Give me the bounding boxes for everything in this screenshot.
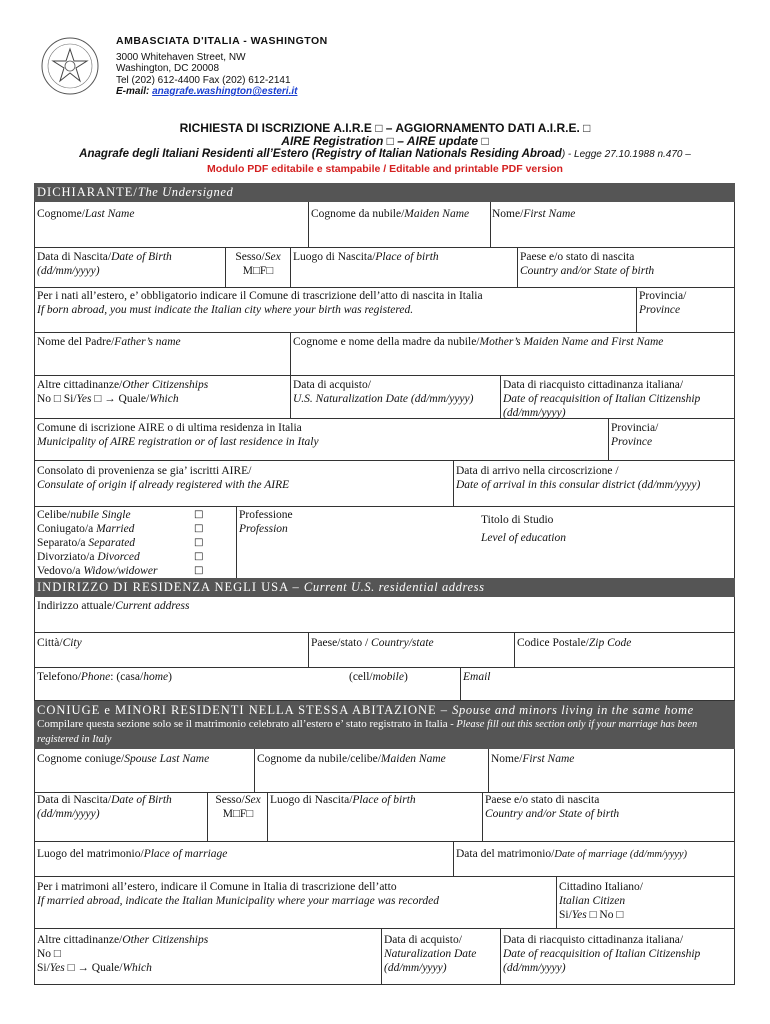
field-birth-registration-city[interactable]: Per i nati all’estero, e’ obbligatorio indicare il Comune di trascrizione dell’atto di nascita in Italia If born abroad, you must indicate the Italian city where your birth was registered.	[37, 290, 483, 316]
form-title-en: AIRE Registration □ – AIRE update □	[281, 134, 489, 148]
field-spouse-country-of-birth[interactable]: Paese e/o stato di nascita Country and/or State of birth	[485, 794, 620, 820]
email-line	[116, 86, 328, 98]
spouse-section-note: Compilare questa sezione solo se il matrimonio celebrato all’estero e’ stato registrato in Italia - Please fill out this section only if your marriage has been registered in Italy	[34, 717, 735, 749]
phone-fax: Tel (202) 612-4400 Fax (202) 612-2141	[116, 74, 291, 86]
option-married[interactable]: Coniugato/a Married	[37, 523, 135, 535]
field-education[interactable]: Titolo di Studio Level of education	[481, 514, 566, 544]
option-divorced[interactable]: Divorziato/a Divorced	[37, 551, 140, 563]
field-spouse-reacquisition-date[interactable]: Data di riacquisto cittadinanza italiana/ Date of reacquisition of Italian Citizenship (dd/mm/yyyy)	[503, 934, 701, 974]
field-date-of-marriage[interactable]: Data del matrimonio/Date of marriage (dd/mm/yyyy)	[456, 848, 688, 860]
registry-name: Anagrafe degli Italiani Residenti all’Estero (Registry of Italian Nationals Residing Abroad	[79, 148, 562, 160]
field-place-of-birth[interactable]: Luogo di Nascita/Place of birth	[293, 251, 439, 263]
field-mother-name[interactable]: Cognome e nome della madre da nubile/Mother’s Maiden Name and First Name	[293, 336, 664, 348]
field-spouse-first-name[interactable]: Nome/First Name	[491, 753, 575, 765]
emblem-seal	[40, 36, 100, 96]
section-header-residential-address: INDIRIZZO DI RESIDENZA NEGLI USA – Current U.S. residential address	[34, 578, 735, 597]
embassy-name: AMBASCIATA D'ITALIA - WASHINGTON	[116, 35, 328, 47]
field-last-name[interactable]: Cognome/Last Name	[37, 208, 135, 220]
field-province-2[interactable]: Provincia/ Province	[611, 422, 659, 448]
field-spouse-last-name[interactable]: Cognome coniuge/Spouse Last Name	[37, 753, 210, 765]
field-city[interactable]: Città/City	[37, 637, 82, 649]
email-label: E-mail:	[116, 86, 150, 97]
form-title: RICHIESTA DI ISCRIZIONE A.I.R.E □ – AGGIORNAMENTO DATI A.I.R.E. □	[179, 121, 591, 135]
embassy-header	[116, 36, 328, 98]
field-place-of-marriage[interactable]: Luogo del matrimonio/Place of marriage	[37, 848, 228, 860]
field-spouse-other-citizenships[interactable]: Altre cittadinanze/Other Citizenships No □ Si/Yes □ → Quale/Which	[37, 934, 209, 974]
field-spouse-naturalization-date[interactable]: Data di acquisto/ Naturalization Date (dd/mm/yyyy)	[384, 934, 477, 974]
checkbox-separated[interactable]: □	[194, 537, 204, 548]
pdf-version-note: Modulo PDF editabile e stampabile / Editable and printable PDF version	[207, 163, 563, 175]
field-maiden-name[interactable]: Cognome da nubile/Maiden Name	[311, 208, 470, 220]
field-current-address[interactable]: Indirizzo attuale/Current address	[37, 600, 190, 612]
field-spouse-sex[interactable]: Sesso/Sex M□F□	[215, 794, 261, 820]
checkbox-divorced[interactable]: □	[194, 551, 204, 562]
field-profession[interactable]: Professione Profession	[239, 509, 293, 535]
field-spouse-date-of-birth[interactable]: Data di Nascita/Date of Birth (dd/mm/yyyy)	[37, 794, 172, 820]
field-sex[interactable]: Sesso/Sex M□F□	[235, 251, 281, 277]
section-header-spouse-minors: CONIUGE e MINORI RESIDENTI NELLA STESSA ABITAZIONE – Spouse and minors living in the same home	[34, 701, 735, 720]
field-zip-code[interactable]: Codice Postale/Zip Code	[517, 637, 632, 649]
field-marriage-registration-city[interactable]: Per i matrimoni all’estero, indicare il Comune in Italia di trascrizione dell’atto If married abroad, indicate the Italian Municipality where your marriage was recorded	[37, 881, 440, 907]
form-subtitle	[0, 148, 770, 160]
field-phone-home[interactable]: Telefono/Phone: (casa/home)	[37, 671, 172, 683]
field-date-of-birth[interactable]: Data di Nascita/Date of Birth (dd/mm/yyyy)	[37, 251, 172, 277]
checkbox-married[interactable]: □	[194, 523, 204, 534]
field-arrival-date[interactable]: Data di arrivo nella circoscrizione / Date of arrival in this consular district (dd/mm/yyyy)	[456, 465, 701, 491]
field-province[interactable]: Provincia/ Province	[639, 290, 687, 316]
address-city: Washington, DC 20008	[116, 63, 220, 74]
law-reference: ) - Legge 27.10.1988 n.470 –	[561, 149, 691, 160]
field-first-name[interactable]: Nome/First Name	[492, 208, 576, 220]
email-link[interactable]: anagrafe.washington@esteri.it	[152, 86, 298, 97]
checkbox-single[interactable]: □	[194, 509, 204, 520]
section-header-undersigned: DICHIARANTE/The Undersigned	[34, 183, 735, 202]
field-consulate-of-origin[interactable]: Consolato di provenienza se gia’ iscritti AIRE/ Consulate of origin if already registered with the AIRE	[37, 465, 290, 491]
marital-status-list	[37, 508, 157, 578]
option-single[interactable]: Celibe/nubile Single	[37, 509, 131, 521]
field-aire-municipality[interactable]: Comune di iscrizione AIRE o di ultima residenza in Italia Municipality of AIRE registration or of last residence in Italy	[37, 422, 319, 448]
field-email[interactable]: Email	[463, 671, 491, 683]
marital-status-checkboxes	[194, 508, 203, 578]
field-country-of-birth[interactable]: Paese e/o stato di nascita Country and/or State of birth	[520, 251, 655, 277]
address-street: 3000 Whitehaven Street, NW	[116, 51, 246, 63]
field-father-name[interactable]: Nome del Padre/Father’s name	[37, 336, 181, 348]
option-separated[interactable]: Separato/a Separated	[37, 537, 136, 549]
field-country-state[interactable]: Paese/stato / Country/state	[311, 637, 434, 649]
option-widowed[interactable]: Vedovo/a Widow/widower	[37, 565, 158, 577]
field-reacquisition-date[interactable]: Data di riacquisto cittadinanza italiana/ Date of reacquisition of Italian Citizenship (dd/mm/yyyy)	[503, 379, 701, 419]
field-spouse-place-of-birth[interactable]: Luogo di Nascita/Place of birth	[270, 794, 416, 806]
field-spouse-maiden-name[interactable]: Cognome da nubile/celibe/Maiden Name	[257, 753, 446, 765]
checkbox-widowed[interactable]: □	[194, 565, 204, 576]
field-phone-mobile[interactable]: (cell/mobile)	[349, 671, 408, 683]
field-italian-citizen[interactable]: Cittadino Italiano/ Italian Citizen Si/Yes □ No □	[559, 881, 643, 921]
field-other-citizenships[interactable]: Altre cittadinanze/Other Citizenships No □ Si/Yes □ → Quale/Which	[37, 379, 209, 405]
field-naturalization-date[interactable]: Data di acquisto/ U.S. Naturalization Date (dd/mm/yyyy)	[293, 379, 474, 405]
